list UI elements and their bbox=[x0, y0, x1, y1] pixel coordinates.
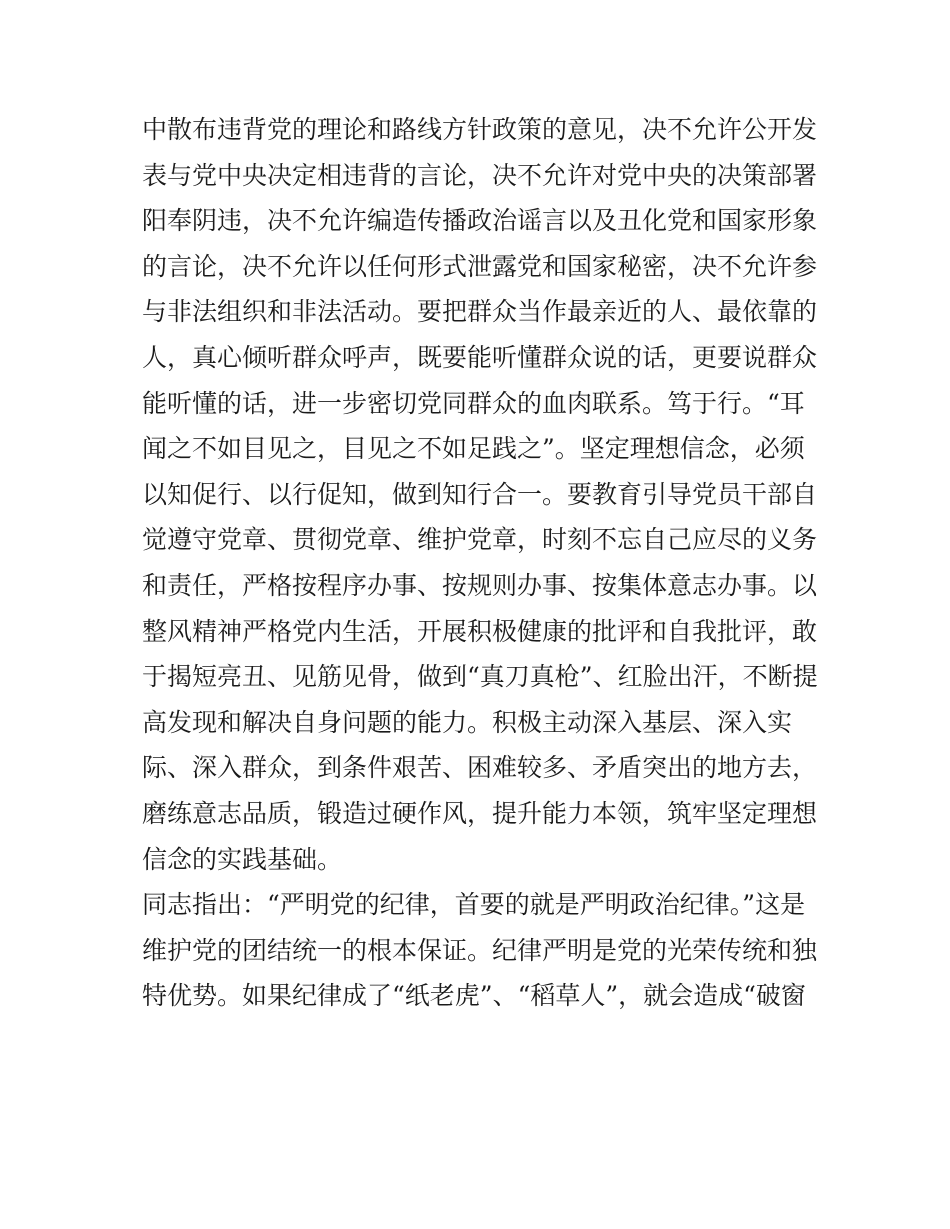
text-line: 同志指出：“严明党的纪律，首要的就是严明政治纪律。”这是 bbox=[142, 890, 806, 920]
text-line: 以知促行、以行促知，做到知行合一。要教育引导党员干部自 bbox=[142, 479, 818, 509]
text-line: 磨练意志品质，锻造过硬作风，提升能力本领，筑牢坚定理想 bbox=[142, 798, 818, 828]
text-line: 觉遵守党章、贯彻党章、维护党章，时刻不忘自己应尽的义务 bbox=[142, 525, 818, 555]
text-line: 表与党中央决定相违背的言论，决不允许对党中央的决策部署 bbox=[142, 160, 818, 190]
text-line: 特优势。如果纪律成了“纸老虎”、“稻草人”，就会造成“破窗 bbox=[142, 981, 806, 1011]
text-line: 人，真心倾听群众呼声，既要能听懂群众说的话，更要说群众 bbox=[142, 342, 818, 372]
text-line: 与非法组织和非法活动。要把群众当作最亲近的人、最依靠的 bbox=[142, 297, 818, 327]
text-line: 际、深入群众，到条件艰苦、困难较多、矛盾突出的地方去， bbox=[142, 753, 818, 783]
text-line: 和责任，严格按程序办事、按规则办事、按集体意志办事。以 bbox=[142, 570, 818, 600]
text-line: 能听懂的话，进一步密切党同群众的血肉联系。笃于行。“耳 bbox=[142, 388, 805, 418]
text-line: 闻之不如目见之，目见之不如足践之”。坚定理想信念，必须 bbox=[142, 434, 805, 464]
text-line: 的言论，决不允许以任何形式泄露党和国家秘密，决不允许参 bbox=[142, 251, 818, 281]
text-line: 高发现和解决自身问题的能力。积极主动深入基层、深入实 bbox=[142, 707, 793, 737]
text-line: 维护党的团结统一的根本保证。纪律严明是党的光荣传统和独 bbox=[142, 935, 818, 965]
text-line: 于揭短亮丑、见筋见骨，做到“真刀真枪”、红脸出汗，不断提 bbox=[142, 662, 818, 692]
text-line: 整风精神严格党内生活，开展积极健康的批评和自我批评，敢 bbox=[142, 616, 818, 646]
body-text bbox=[142, 107, 822, 1019]
text-line: 中散布违背党的理论和路线方针政策的意见，决不允许公开发 bbox=[142, 115, 818, 144]
text-line: 阳奉阴违，决不允许编造传播政治谣言以及丑化党和国家形象 bbox=[142, 206, 818, 236]
text-line: 信念的实践基础。 bbox=[142, 844, 343, 874]
